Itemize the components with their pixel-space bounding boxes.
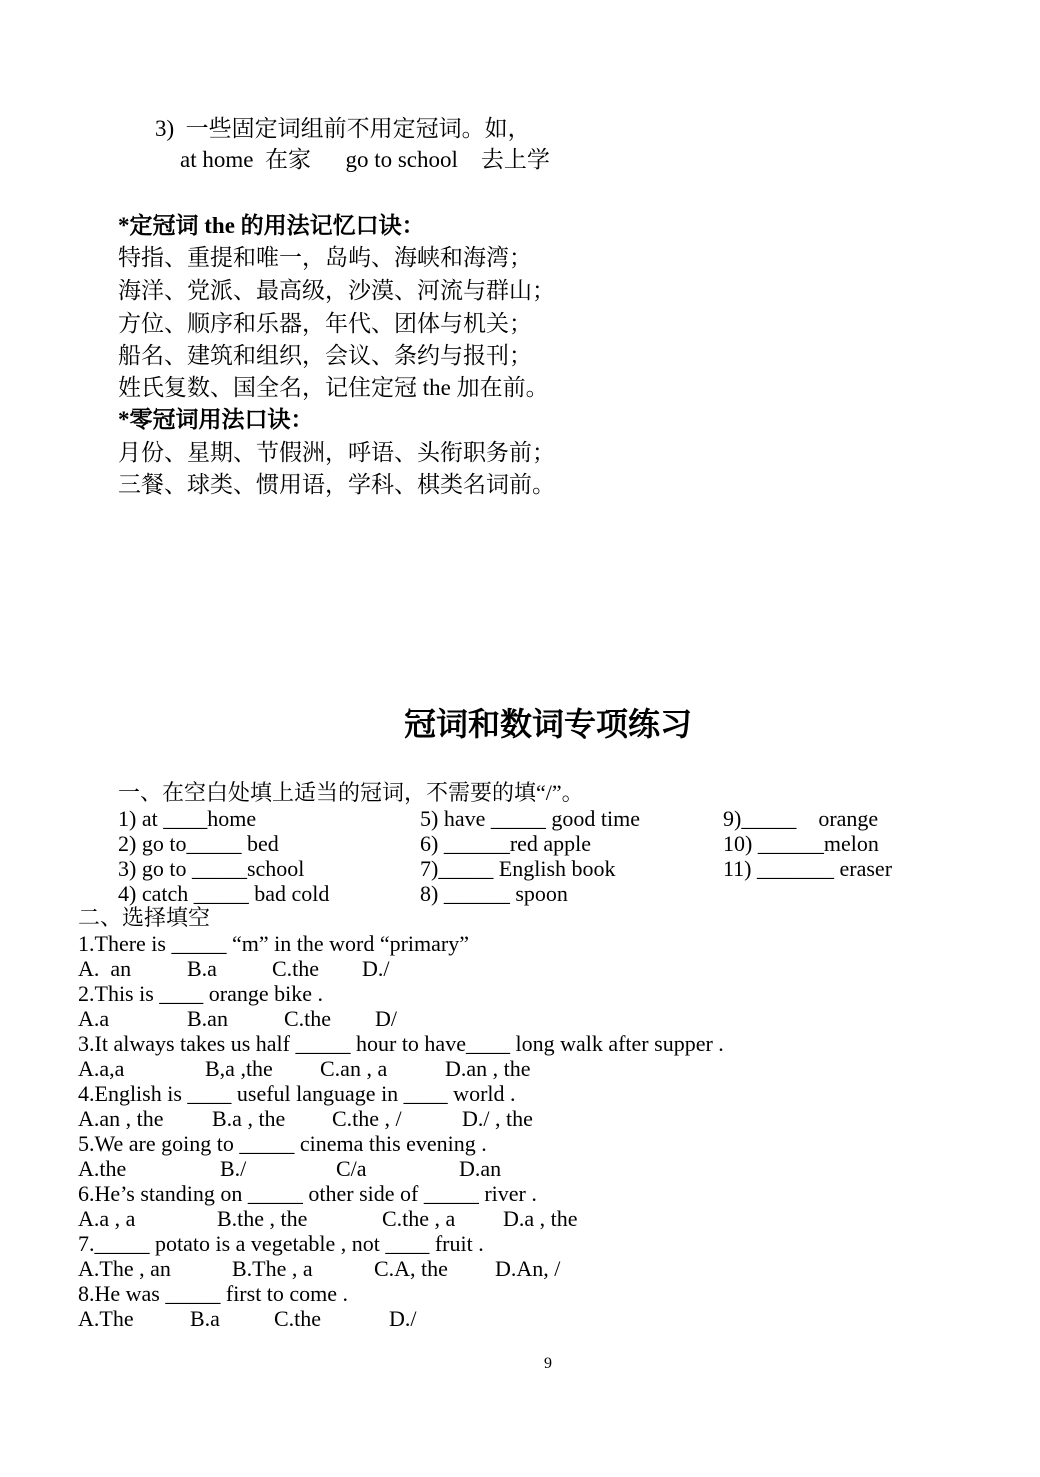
option: C.the <box>274 1306 322 1331</box>
option: C/a <box>336 1156 367 1181</box>
option: C.the , / <box>332 1106 402 1131</box>
rhyme-line: 方位、顺序和乐器，年代、团体与机关； <box>118 311 532 336</box>
option: B.an <box>187 1006 228 1031</box>
zero-article-rhyme-heading: *零冠词用法口诀： <box>118 407 314 432</box>
rule-examples: at home 在家 go to school 去上学 <box>180 147 550 172</box>
question: 8.He was _____ first to come . <box>78 1281 349 1306</box>
option: D.a , the <box>503 1206 578 1231</box>
option: B.The , a <box>232 1256 313 1281</box>
page-number: 9 <box>544 1355 552 1372</box>
definite-article-rhyme-heading: *定冠词 the 的用法记忆口诀： <box>118 213 425 238</box>
option: A. an <box>78 956 132 981</box>
option: A.an , the <box>78 1106 164 1131</box>
option: B.a <box>190 1306 220 1331</box>
fill-blank-item: 7)_____ English book <box>420 856 616 881</box>
option: D.an , the <box>445 1056 531 1081</box>
fill-blank-item: 2) go to_____ bed <box>118 831 279 856</box>
question: 3.It always takes us half _____ hour to have____ long walk after supper . <box>78 1031 724 1056</box>
question: 5.We are going to _____ cinema this evening . <box>78 1131 487 1156</box>
part2-heading: 二、选择填空 <box>78 905 211 930</box>
option: C.the <box>284 1006 332 1031</box>
option: B.the , the <box>217 1206 308 1231</box>
fill-blank-item: 4) catch _____ bad cold <box>118 881 330 906</box>
option: C.the , a <box>382 1206 456 1231</box>
option: A.The <box>78 1306 134 1331</box>
fill-blank-item: 3) go to _____school <box>118 856 305 881</box>
fill-blank-item: 8) ______ spoon <box>420 881 568 906</box>
option: A.a,a <box>78 1056 125 1081</box>
option: A.a , a <box>78 1206 136 1231</box>
rhyme-line: 特指、重提和唯一，岛屿、海峡和海湾； <box>118 245 532 270</box>
question: 6.He’s standing on _____ other side of _____ river . <box>78 1181 537 1206</box>
option: D./ , the <box>462 1106 533 1131</box>
option: A.a <box>78 1006 110 1031</box>
question: 2.This is ____ orange bike . <box>78 981 324 1006</box>
option: D/ <box>375 1006 397 1031</box>
rhyme-line: 姓氏复数、国全名，记住定冠 the 加在前。 <box>118 375 549 400</box>
rhyme-line: 三餐、球类、惯用语，学科、棋类名词前。 <box>118 472 555 497</box>
rhyme-line: 船名、建筑和组织，会议、条约与报刊； <box>118 343 532 368</box>
question: 1.There is _____ “m” in the word “primary” <box>78 931 469 956</box>
option: B.a , the <box>212 1106 286 1131</box>
fill-blank-item: 10) ______melon <box>723 831 879 856</box>
option: B./ <box>220 1156 247 1181</box>
option: D./ <box>362 956 390 981</box>
option: D./ <box>389 1306 417 1331</box>
option: C.an , a <box>320 1056 388 1081</box>
fill-blank-item: 6) ______red apple <box>420 831 592 856</box>
option: A.the <box>78 1156 127 1181</box>
fill-blank-item: 1) at ____home <box>118 806 257 831</box>
question: 7._____ potato is a vegetable , not ____ fruit . <box>78 1231 484 1256</box>
part1-heading: 一、在空白处填上适当的冠词，不需要的填“/”。 <box>118 780 584 805</box>
rhyme-line: 月份、星期、节假洲，呼语、头衔职务前； <box>118 440 555 465</box>
option: C.A, the <box>374 1256 448 1281</box>
question: 4.English is ____ useful language in ____ world . <box>78 1081 516 1106</box>
rhyme-line: 海洋、党派、最高级，沙漠、河流与群山； <box>118 278 555 303</box>
rule-item-3: 3) 一些固定词组前不用定冠词。如， <box>155 116 531 141</box>
option: A.The , an <box>78 1256 171 1281</box>
fill-blank-item: 9)_____ orange <box>723 806 879 831</box>
exercise-title: 冠词和数词专项练习 <box>403 706 692 742</box>
option: D.An, / <box>495 1256 561 1281</box>
fill-blank-item: 5) have _____ good time <box>420 806 640 831</box>
option: D.an <box>459 1156 502 1181</box>
option: C.the <box>272 956 320 981</box>
fill-blank-item: 11) _______ eraser <box>723 856 893 881</box>
option: B.a <box>187 956 217 981</box>
option: B,a ,the <box>205 1056 273 1081</box>
